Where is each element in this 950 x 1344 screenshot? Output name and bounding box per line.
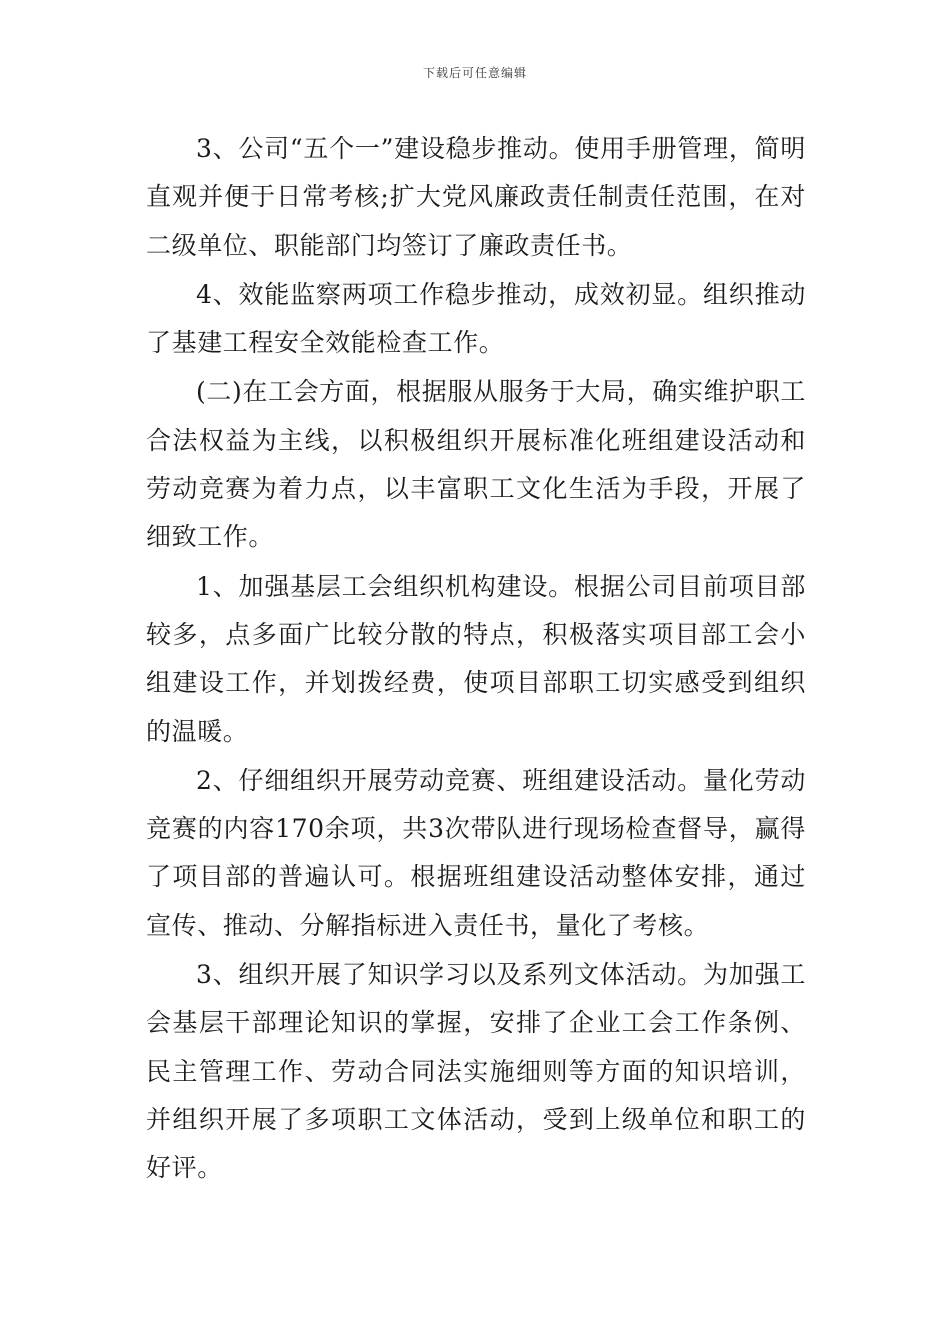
header-note: 下载后可任意编辑 xyxy=(422,66,527,80)
paragraph-trade-union: (二)在工会方面，根据服从服务于大局，确实维护职工合法权益为主线，以积极组织开展标准化班组建设活动和劳动竞赛为着力点，以丰富职工文化生活为手段，开展了细致工作。 xyxy=(146,377,806,552)
document-body xyxy=(146,125,806,1194)
paragraph-knowledge-learning: 3、组织开展了知识学习以及系列文体活动。为加强工会基层干部理论知识的掌握，安排了企业工会工作条例、民主管理工作、劳动合同法实施细则等方面的知识培训，并组织开展了多项职工文体活动，受到上级单位和职工的好评。 xyxy=(146,960,806,1183)
paragraph-five-ones: 3、公司“五个一”建设稳步推动。使用手册管理，简明直观并便于日常考核;扩大党风廉政责任制责任范围，在对二级单位、职能部门均签订了廉政责任书。 xyxy=(146,134,806,260)
paragraph-labor-competition: 2、仔细组织开展劳动竞赛、班组建设活动。量化劳动竞赛的内容170余项，共3次带队进行现场检查督导，赢得了项目部的普遍认可。根据班组建设活动整体安排，通过宣传、推动、分解指标进入责任书，量化了考核。 xyxy=(146,765,806,940)
paragraph-efficiency-supervision: 4、效能监察两项工作稳步推动，成效初显。组织推动了基建工程安全效能检查工作。 xyxy=(146,279,806,358)
paragraph-grassroots-union: 1、加强基层工会组织机构建设。根据公司目前项目部较多，点多面广比较分散的特点，积极落实项目部工会小组建设工作，并划拨经费，使项目部职工切实感受到组织的温暖。 xyxy=(146,571,806,746)
